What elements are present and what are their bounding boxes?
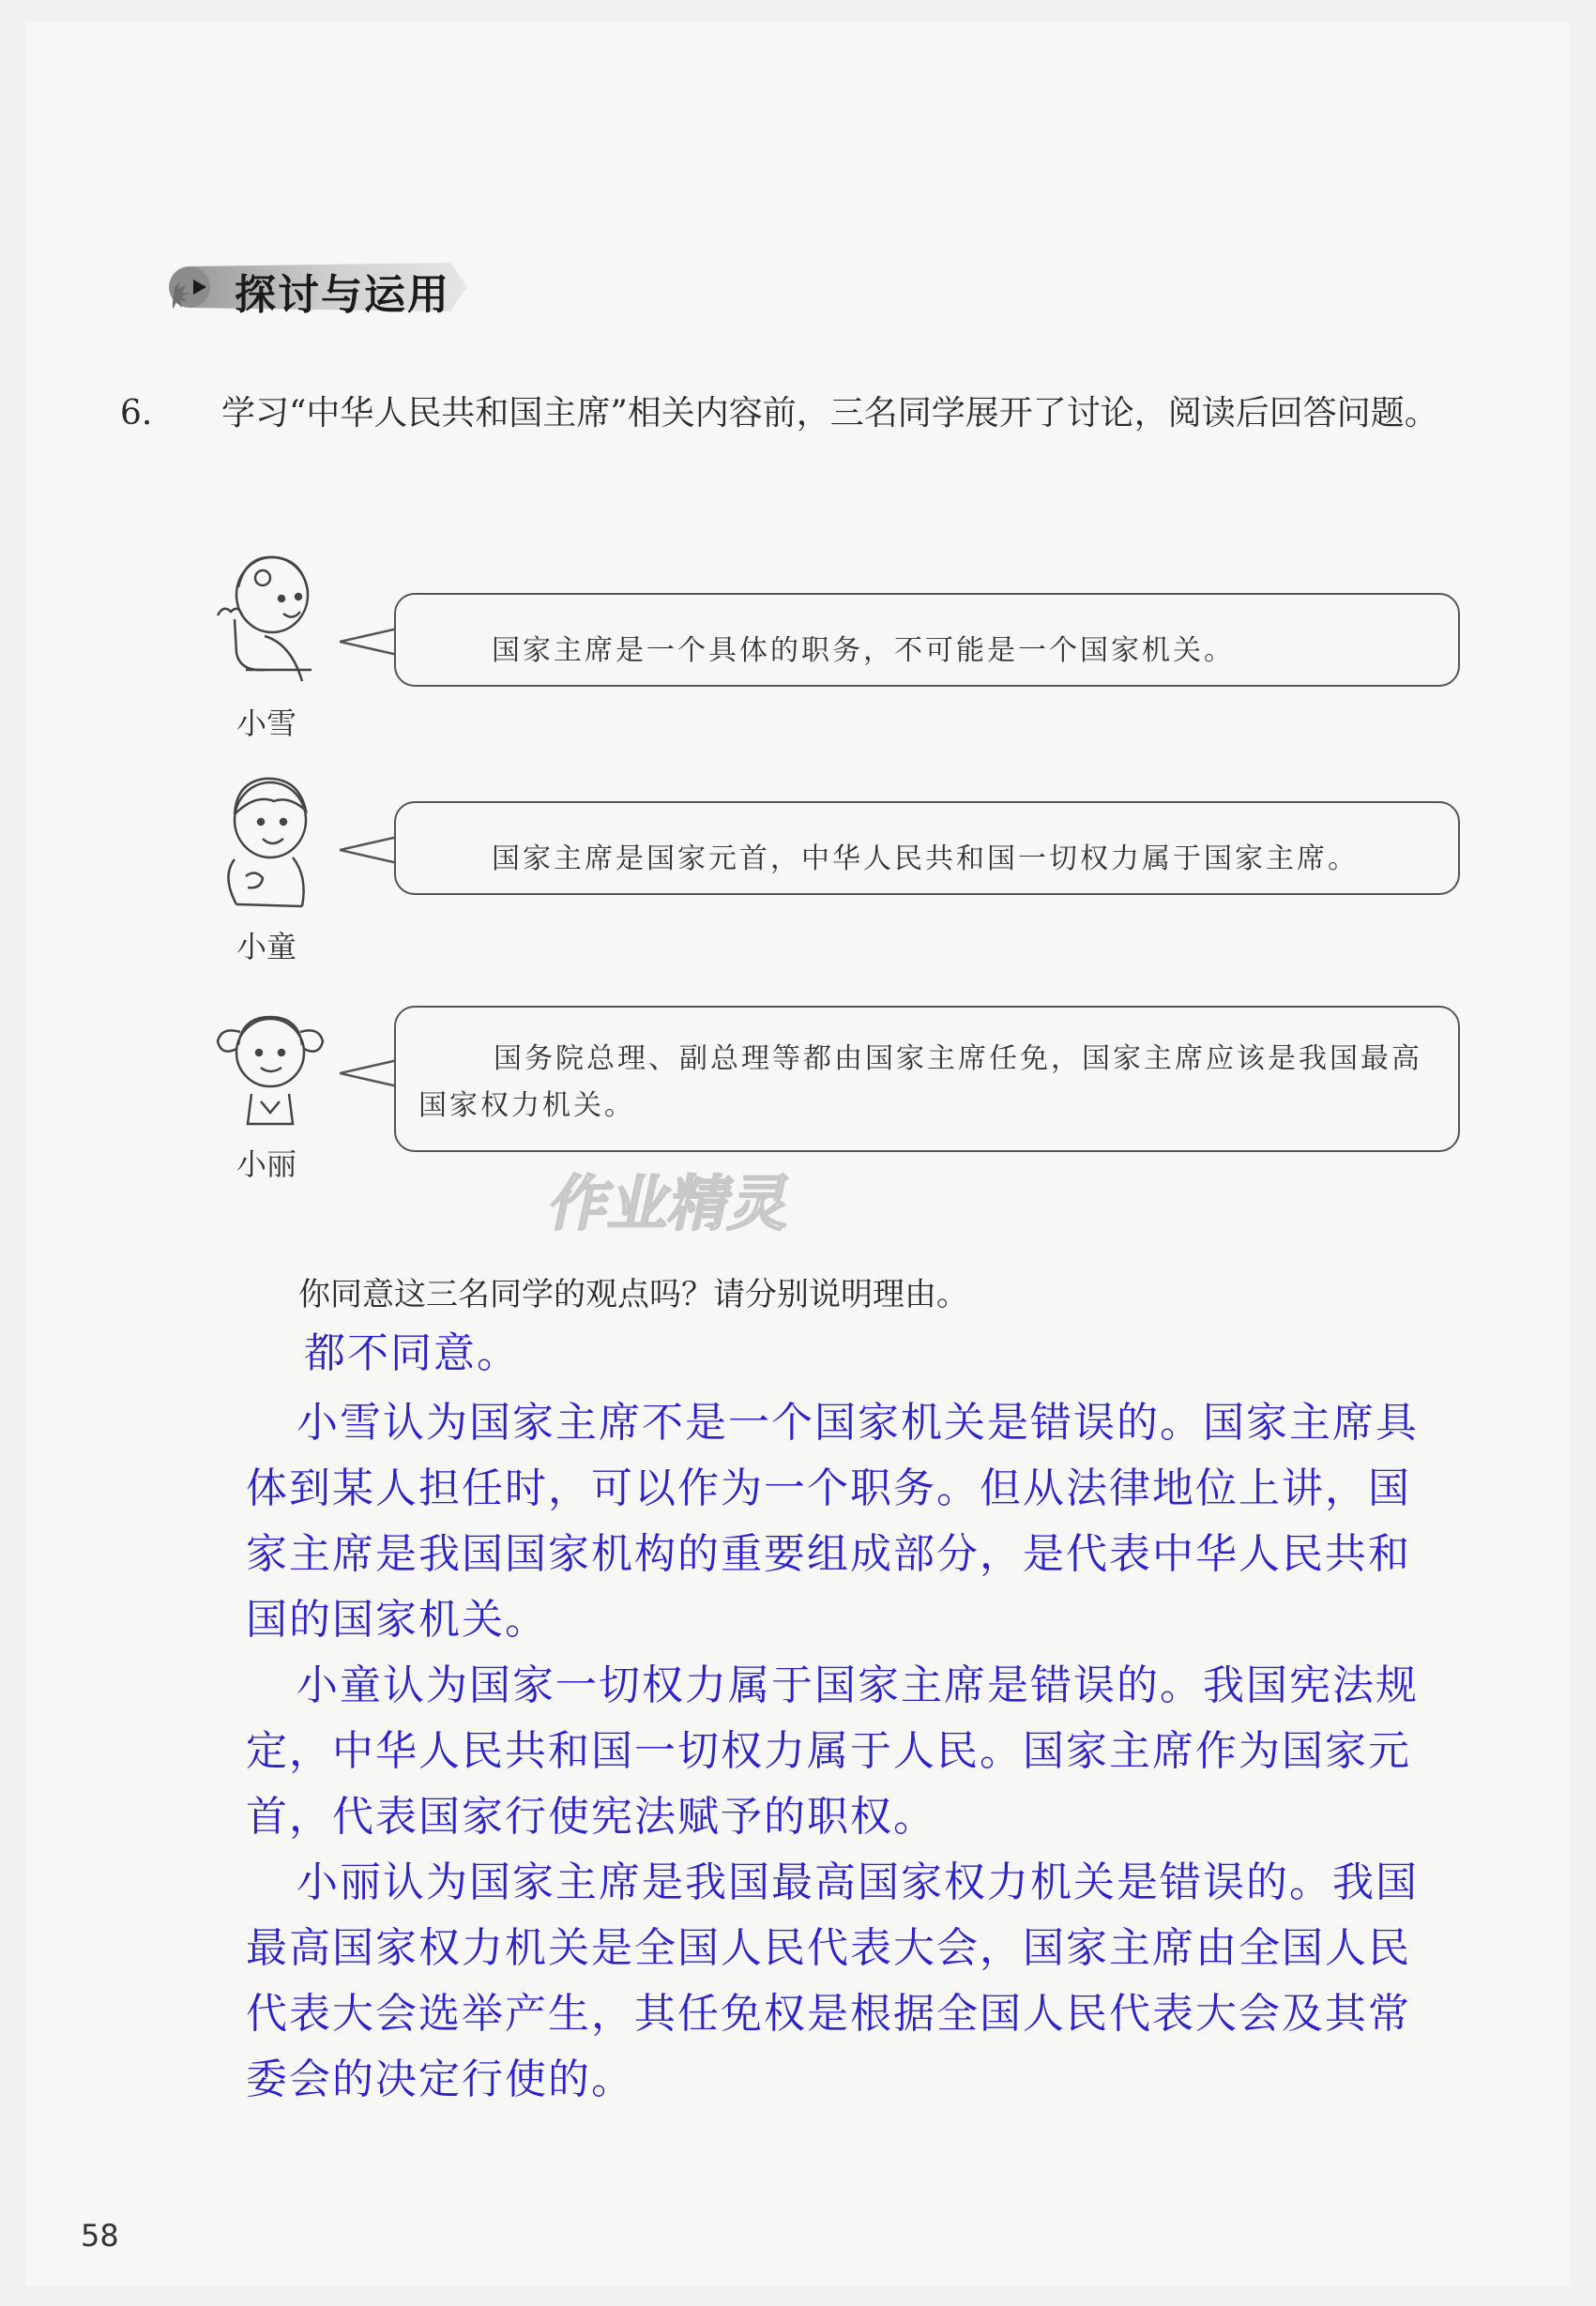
speech-text: 国家主席是国家元首，中华人民共和国一切权力属于国家主席。 <box>492 842 1359 875</box>
answer-block <box>246 1321 1419 2113</box>
student-xiaoxue-illustration <box>208 550 330 690</box>
section-title: 探讨与运用 <box>235 271 450 319</box>
answer-paragraph: 小童认为国家一切权力属于国家主席是错误的。我国宪法规定，中华人民共和国一切权力属于人民。国家主席作为国家元首，代表国家行使宪法赋予的职权。 <box>246 1661 1419 1841</box>
answer-opening: 都不同意。 <box>304 1329 520 1377</box>
question-text: 学习“中华人民共和国主席”相关内容前，三名同学展开了讨论，阅读后回答问题。 <box>221 394 1438 432</box>
page-number: 58 <box>81 2218 119 2253</box>
boy-speaking-icon <box>208 773 330 914</box>
speech-bubble-tail <box>340 1054 398 1092</box>
section-header <box>169 250 479 325</box>
speech-bubble-tail <box>340 623 398 660</box>
girl-pigtails-icon <box>208 1004 330 1145</box>
student-xiaoli-illustration <box>208 1004 330 1145</box>
question-prompt: 你同意这三名同学的观点吗？请分别说明理由。 <box>298 1276 968 1313</box>
student-name: 小丽 <box>236 1146 297 1182</box>
question-6 <box>120 383 1475 445</box>
girl-thinking-icon <box>208 550 330 690</box>
answer-paragraph: 小雪认为国家主席不是一个国家机关是错误的。国家主席具体到某人担任时，可以作为一个职务。但从法律地位上讲，国家主席是我国国家机构的重要组成部分，是代表中华人民共和国的国家机关。 <box>246 1399 1419 1644</box>
answer-paragraph: 小丽认为国家主席是我国最高国家权力机关是错误的。我国最高国家权力机关是全国人民代表大会，国家主席由全国人民代表大会选举产生，其任免权是根据全国人民代表大会及其常委会的决定行使的。 <box>246 1858 1419 2103</box>
speech-bubble-xiaoxue <box>394 593 1460 687</box>
speech-text: 国务院总理、副总理等都由国家主席任免，国家主席应该是我国最高国家权力机关。 <box>418 1042 1422 1122</box>
speech-bubble-xiaotong <box>394 801 1460 895</box>
watermark: 作业精灵 <box>542 1170 798 1239</box>
student-name: 小雪 <box>236 705 297 741</box>
speech-bubble-xiaoli <box>394 1006 1460 1152</box>
student-name: 小童 <box>236 929 297 964</box>
speech-text: 国家主席是一个具体的职务，不可能是一个国家机关。 <box>492 634 1235 667</box>
speech-bubble-tail <box>340 831 398 869</box>
student-xiaotong-illustration <box>208 773 330 914</box>
question-number: 6. <box>120 394 153 432</box>
